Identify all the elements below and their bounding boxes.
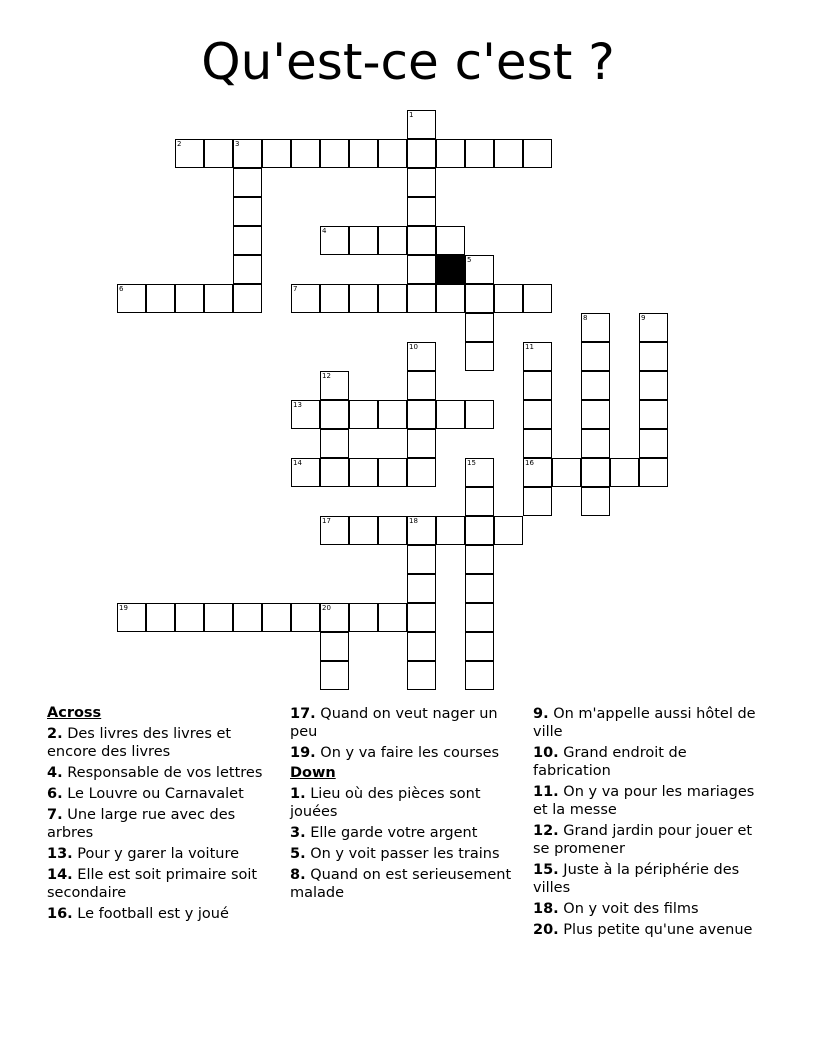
clue-number: 7.	[47, 807, 63, 823]
grid-cell[interactable]	[523, 429, 552, 458]
clue-number: 20.	[533, 922, 559, 938]
cell-number: 19	[119, 604, 128, 612]
cell-number: 5	[467, 256, 472, 264]
grid-cell[interactable]	[146, 603, 175, 632]
grid-cell[interactable]	[117, 603, 146, 632]
across-clue	[47, 845, 267, 863]
grid-cell[interactable]	[465, 661, 494, 690]
grid-cell[interactable]	[378, 226, 407, 255]
grid-cell[interactable]	[465, 545, 494, 574]
clue-text: Le Louvre ou Carnavalet	[62, 786, 244, 802]
across-clue	[47, 764, 267, 782]
down-clue	[290, 785, 520, 821]
grid-cell[interactable]	[407, 139, 436, 168]
across-clue	[47, 725, 267, 761]
grid-cell[interactable]	[407, 632, 436, 661]
grid-cell[interactable]	[465, 255, 494, 284]
clue-number: 4.	[47, 765, 63, 781]
clue-number: 13.	[47, 846, 73, 862]
clue-text: On y va faire les courses	[315, 745, 500, 761]
down-clue	[533, 822, 763, 858]
down-clue	[533, 861, 763, 897]
grid-cell[interactable]	[494, 139, 523, 168]
clue-text: Des livres des livres et encore des livres	[47, 726, 232, 760]
clue-number: 6.	[47, 786, 63, 802]
grid-cell[interactable]	[407, 458, 436, 487]
clue-number: 16.	[47, 906, 73, 922]
grid-cell[interactable]	[639, 400, 668, 429]
grid-cell[interactable]	[320, 429, 349, 458]
grid-cell[interactable]	[349, 516, 378, 545]
grid-cell[interactable]	[320, 516, 349, 545]
grid-cell[interactable]	[523, 458, 552, 487]
grid-cell[interactable]	[349, 284, 378, 313]
grid-cell[interactable]	[378, 400, 407, 429]
grid-cell[interactable]	[320, 226, 349, 255]
grid-cell[interactable]	[204, 139, 233, 168]
cell-number: 12	[322, 372, 331, 380]
grid-cell[interactable]	[465, 574, 494, 603]
grid-cell[interactable]	[639, 313, 668, 342]
grid-cell[interactable]	[407, 226, 436, 255]
clue-text: Juste à la périphérie des villes	[533, 862, 740, 896]
grid-cell[interactable]	[407, 168, 436, 197]
cell-number: 17	[322, 517, 331, 525]
across-clue	[47, 806, 267, 842]
grid-cell[interactable]	[233, 197, 262, 226]
grid-cell[interactable]	[581, 458, 610, 487]
clue-text: Responsable de vos lettres	[62, 765, 263, 781]
grid-cell[interactable]	[639, 429, 668, 458]
grid-cell[interactable]	[175, 603, 204, 632]
grid-cell[interactable]	[407, 574, 436, 603]
grid-cell[interactable]	[465, 342, 494, 371]
clue-number: 19.	[290, 745, 316, 761]
grid-cell[interactable]	[262, 603, 291, 632]
across-clue	[47, 866, 267, 902]
grid-cell[interactable]	[407, 661, 436, 690]
grid-cell[interactable]	[320, 661, 349, 690]
grid-cell[interactable]	[233, 603, 262, 632]
clue-text: On y va pour les mariages et la messe	[533, 784, 755, 818]
grid-cell[interactable]	[465, 313, 494, 342]
cell-number: 7	[293, 285, 298, 293]
grid-cell[interactable]	[581, 371, 610, 400]
clue-number: 15.	[533, 862, 559, 878]
grid-cell[interactable]	[233, 139, 262, 168]
grid-cell[interactable]	[320, 139, 349, 168]
clues-column-1	[47, 702, 267, 923]
cell-number: 18	[409, 517, 418, 525]
clue-text: Le football est y joué	[72, 906, 229, 922]
grid-cell[interactable]	[494, 284, 523, 313]
clue-text: On y voit passer les trains	[305, 846, 500, 862]
grid-cell[interactable]	[436, 139, 465, 168]
grid-cell[interactable]	[407, 284, 436, 313]
grid-cell[interactable]	[291, 284, 320, 313]
grid-cell[interactable]	[233, 284, 262, 313]
cell-number: 11	[525, 343, 534, 351]
black-cell	[436, 255, 465, 284]
grid-cell[interactable]	[523, 284, 552, 313]
grid-cell[interactable]	[233, 255, 262, 284]
grid-cell[interactable]	[465, 284, 494, 313]
grid-cell[interactable]	[378, 139, 407, 168]
grid-cell[interactable]	[204, 284, 233, 313]
cell-number: 3	[235, 140, 240, 148]
across-clue	[47, 905, 267, 923]
clue-number: 5.	[290, 846, 306, 862]
grid-cell[interactable]	[320, 284, 349, 313]
grid-cell[interactable]	[320, 603, 349, 632]
grid-cell[interactable]	[465, 139, 494, 168]
grid-cell[interactable]	[378, 284, 407, 313]
clues-column-3	[533, 702, 763, 939]
grid-cell[interactable]	[436, 400, 465, 429]
clue-number: 12.	[533, 823, 559, 839]
grid-cell[interactable]	[291, 603, 320, 632]
cell-number: 10	[409, 343, 418, 351]
across-clue	[47, 785, 267, 803]
clue-text: Quand on veut nager un peu	[290, 706, 498, 740]
grid-cell[interactable]	[349, 458, 378, 487]
grid-cell[interactable]	[349, 226, 378, 255]
grid-cell[interactable]	[407, 545, 436, 574]
clue-text: Quand on est serieusement malade	[290, 867, 512, 901]
grid-cell[interactable]	[581, 429, 610, 458]
grid-cell[interactable]	[523, 371, 552, 400]
grid-cell[interactable]	[436, 226, 465, 255]
grid-cell[interactable]	[465, 516, 494, 545]
grid-cell[interactable]	[233, 168, 262, 197]
grid-cell[interactable]	[581, 487, 610, 516]
cell-number: 20	[322, 604, 331, 612]
clue-text: Grand jardin pour jouer et se promener	[533, 823, 753, 857]
cell-number: 14	[293, 459, 302, 467]
grid-cell[interactable]	[117, 284, 146, 313]
grid-cell[interactable]	[610, 458, 639, 487]
down-clue	[533, 900, 763, 918]
grid-cell[interactable]	[436, 284, 465, 313]
cell-number: 16	[525, 459, 534, 467]
grid-cell[interactable]	[233, 226, 262, 255]
grid-cell[interactable]	[262, 139, 291, 168]
across-heading: Across	[47, 705, 102, 721]
down-clue	[533, 744, 763, 780]
page-title: Qu'est-ce c'est ?	[201, 33, 615, 91]
grid-cell[interactable]	[175, 139, 204, 168]
cell-number: 4	[322, 227, 327, 235]
grid-cell[interactable]	[407, 429, 436, 458]
clue-text: Elle est soit primaire soit secondaire	[47, 867, 258, 901]
cell-number: 8	[583, 314, 588, 322]
grid-cell[interactable]	[523, 139, 552, 168]
grid-cell[interactable]	[378, 603, 407, 632]
clue-text: Plus petite qu'une avenue	[558, 922, 753, 938]
grid-cell[interactable]	[465, 487, 494, 516]
down-clue	[290, 866, 520, 902]
clue-number: 1.	[290, 786, 306, 802]
down-clue	[290, 845, 520, 863]
clue-text: Grand endroit de fabrication	[533, 745, 687, 779]
grid-cell[interactable]	[349, 603, 378, 632]
down-clue	[533, 705, 763, 741]
grid-cell[interactable]	[494, 516, 523, 545]
grid-cell[interactable]	[523, 342, 552, 371]
grid-cell[interactable]	[291, 400, 320, 429]
cell-number: 2	[177, 140, 182, 148]
grid-cell[interactable]	[320, 458, 349, 487]
cell-number: 9	[641, 314, 646, 322]
clue-number: 11.	[533, 784, 559, 800]
clues-column-2	[290, 702, 520, 902]
grid-cell[interactable]	[320, 632, 349, 661]
clue-number: 14.	[47, 867, 73, 883]
grid-cell[interactable]	[407, 255, 436, 284]
grid-cell[interactable]	[552, 458, 581, 487]
clue-number: 10.	[533, 745, 559, 761]
clue-number: 17.	[290, 706, 316, 722]
grid-cell[interactable]	[581, 313, 610, 342]
grid-cell[interactable]	[407, 603, 436, 632]
down-clue	[290, 824, 520, 842]
clue-text: Pour y garer la voiture	[72, 846, 240, 862]
grid-cell[interactable]	[378, 516, 407, 545]
grid-cell[interactable]	[204, 603, 233, 632]
grid-cell[interactable]	[436, 516, 465, 545]
grid-cell[interactable]	[581, 400, 610, 429]
grid-cell[interactable]	[581, 342, 610, 371]
cell-number: 15	[467, 459, 476, 467]
down-clue	[533, 783, 763, 819]
across-clue	[290, 744, 520, 762]
grid-cell[interactable]	[639, 458, 668, 487]
grid-cell[interactable]	[349, 400, 378, 429]
clue-number: 3.	[290, 825, 306, 841]
grid-cell[interactable]	[465, 603, 494, 632]
grid-cell[interactable]	[320, 400, 349, 429]
grid-cell[interactable]	[407, 400, 436, 429]
clue-number: 18.	[533, 901, 559, 917]
clue-number: 2.	[47, 726, 63, 742]
grid-cell[interactable]	[407, 110, 436, 139]
grid-cell[interactable]	[175, 284, 204, 313]
clue-text: Lieu où des pièces sont jouées	[290, 786, 481, 820]
clue-text: On m'appelle aussi hôtel de ville	[533, 706, 756, 740]
grid-cell[interactable]	[523, 487, 552, 516]
across-clue	[290, 705, 520, 741]
grid-cell[interactable]	[407, 197, 436, 226]
clue-number: 9.	[533, 706, 549, 722]
grid-cell[interactable]	[349, 139, 378, 168]
grid-cell[interactable]	[639, 342, 668, 371]
grid-cell[interactable]	[407, 516, 436, 545]
grid-cell[interactable]	[407, 342, 436, 371]
down-heading: Down	[290, 765, 336, 781]
grid-cell[interactable]	[146, 284, 175, 313]
cell-number: 6	[119, 285, 124, 293]
clue-number: 8.	[290, 867, 306, 883]
grid-cell[interactable]	[407, 371, 436, 400]
grid-cell[interactable]	[291, 139, 320, 168]
grid-cell[interactable]	[465, 400, 494, 429]
grid-cell[interactable]	[378, 458, 407, 487]
grid-cell[interactable]	[465, 458, 494, 487]
grid-cell[interactable]	[639, 371, 668, 400]
clue-text: On y voit des films	[558, 901, 699, 917]
grid-cell[interactable]	[320, 371, 349, 400]
clue-text: Une large rue avec des arbres	[47, 807, 236, 841]
cell-number: 13	[293, 401, 302, 409]
clue-text: Elle garde votre argent	[305, 825, 478, 841]
down-clue	[533, 921, 763, 939]
cell-number: 1	[409, 111, 414, 119]
grid-cell[interactable]	[523, 400, 552, 429]
grid-cell[interactable]	[291, 458, 320, 487]
grid-cell[interactable]	[465, 632, 494, 661]
